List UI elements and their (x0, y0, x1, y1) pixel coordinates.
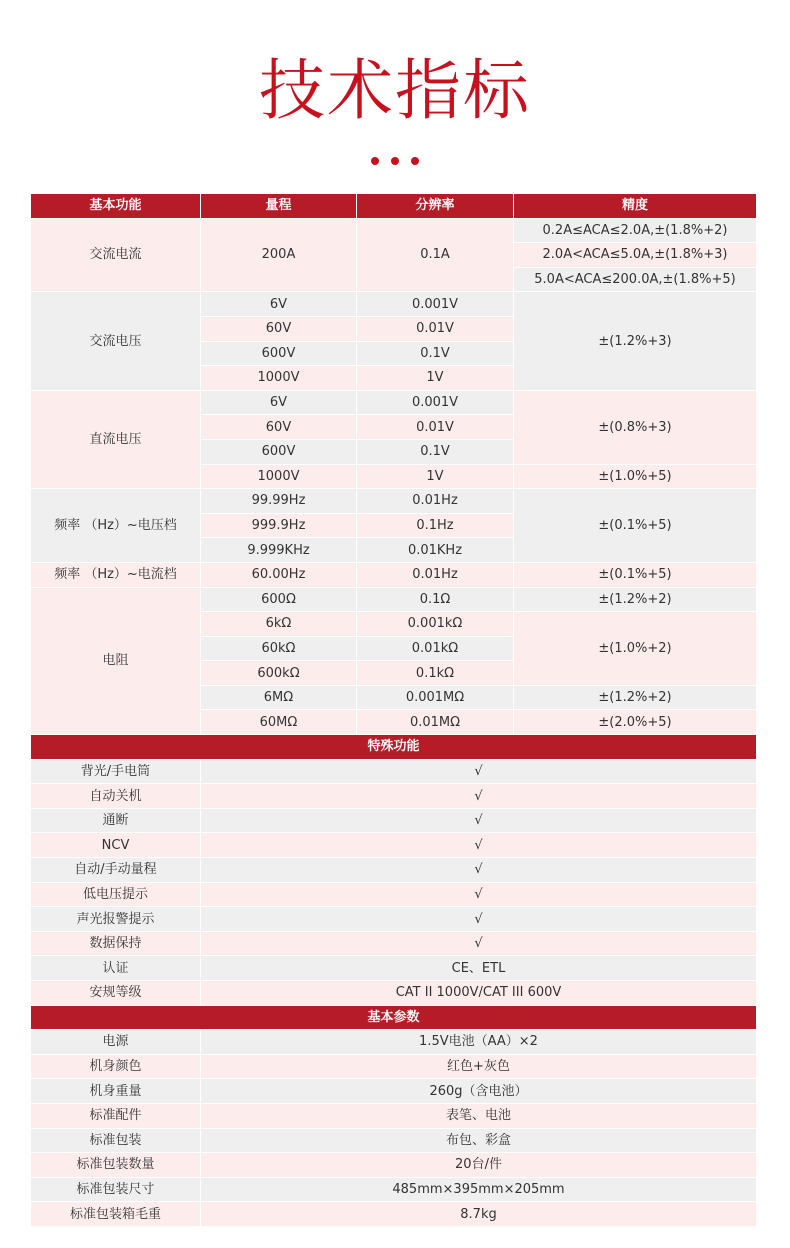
dot-decoration (391, 157, 399, 165)
table-row (31, 562, 757, 587)
range-cell: 1000V (201, 366, 357, 391)
section-title-basic: 基本参数 (31, 1005, 757, 1030)
feature-label: 数据保持 (31, 931, 201, 956)
section-title-special: 特殊功能 (31, 735, 757, 760)
feature-label: 自动/手动量程 (31, 858, 201, 883)
range-cell: 6MΩ (201, 685, 357, 710)
resolution-cell: 0.1kΩ (357, 661, 514, 686)
resolution-cell: 0.001V (357, 292, 514, 317)
feature-label: 声光报警提示 (31, 907, 201, 932)
resolution-cell: 1V (357, 366, 514, 391)
range-cell: 6V (201, 292, 357, 317)
param-value: 8.7kg (201, 1202, 757, 1227)
table-row (31, 981, 757, 1006)
resolution-cell: 0.001kΩ (357, 612, 514, 637)
resolution-cell: 0.1Hz (357, 513, 514, 538)
range-cell: 600Ω (201, 587, 357, 612)
range-cell: 999.9Hz (201, 513, 357, 538)
feature-label: 通断 (31, 808, 201, 833)
header-range: 量程 (201, 194, 357, 219)
dot-decoration (411, 157, 419, 165)
range-cell: 60MΩ (201, 710, 357, 735)
range-cell: 600V (201, 341, 357, 366)
function-name: 交流电流 (31, 218, 201, 292)
accuracy-cell: 5.0A<ACA≤200.0A,±(1.8%+5) (514, 267, 757, 292)
resolution-cell: 0.1Ω (357, 587, 514, 612)
accuracy-cell: ±(0.8%+3) (514, 390, 757, 464)
feature-value: √ (201, 931, 757, 956)
table-row (31, 759, 757, 784)
param-value: 20台/件 (201, 1153, 757, 1178)
range-cell: 200A (201, 218, 357, 292)
resolution-cell: 0.01Hz (357, 489, 514, 514)
feature-value: CAT II 1000V/CAT III 600V (201, 981, 757, 1006)
table-row (31, 784, 757, 809)
function-name: 电阻 (31, 587, 201, 735)
table-row (31, 1128, 757, 1153)
table-row (31, 956, 757, 981)
table-row (31, 1030, 757, 1055)
param-label: 标准包装数量 (31, 1153, 201, 1178)
resolution-cell: 0.1V (357, 439, 514, 464)
range-cell: 600kΩ (201, 661, 357, 686)
table-row (31, 1202, 757, 1227)
feature-value: √ (201, 833, 757, 858)
table-row (31, 1177, 757, 1202)
header-resolution: 分辨率 (357, 194, 514, 219)
page-title: 技术指标 (259, 52, 531, 129)
table-row (31, 390, 757, 415)
feature-value: CE、ETL (201, 956, 757, 981)
accuracy-cell: ±(1.2%+3) (514, 292, 757, 390)
range-cell: 6kΩ (201, 612, 357, 637)
feature-label: NCV (31, 833, 201, 858)
table-row (31, 218, 757, 243)
resolution-cell: 0.01Hz (357, 562, 514, 587)
resolution-cell: 0.1A (357, 218, 514, 292)
param-value: 红色+灰色 (201, 1054, 757, 1079)
header-function: 基本功能 (31, 194, 201, 219)
accuracy-cell: ±(1.0%+2) (514, 612, 757, 686)
resolution-cell: 0.001MΩ (357, 685, 514, 710)
function-name: 交流电压 (31, 292, 201, 390)
table-row (31, 292, 757, 317)
feature-value: √ (201, 882, 757, 907)
accuracy-cell: ±(0.1%+5) (514, 489, 757, 563)
feature-label: 自动关机 (31, 784, 201, 809)
title-dots (0, 150, 790, 169)
table-row (31, 882, 757, 907)
feature-label: 认证 (31, 956, 201, 981)
resolution-cell: 1V (357, 464, 514, 489)
feature-value: √ (201, 858, 757, 883)
range-cell: 1000V (201, 464, 357, 489)
resolution-cell: 0.001V (357, 390, 514, 415)
param-value: 1.5V电池（AA）×2 (201, 1030, 757, 1055)
feature-label: 背光/手电筒 (31, 759, 201, 784)
param-label: 标准配件 (31, 1103, 201, 1128)
accuracy-cell: ±(0.1%+5) (514, 562, 757, 587)
feature-value: √ (201, 907, 757, 932)
accuracy-cell: 2.0A<ACA≤5.0A,±(1.8%+3) (514, 243, 757, 268)
header-accuracy: 精度 (514, 194, 757, 219)
range-cell: 600V (201, 439, 357, 464)
spec-table (30, 193, 757, 1227)
function-name: 频率 （Hz）~电压档 (31, 489, 201, 563)
accuracy-cell: ±(1.2%+2) (514, 587, 757, 612)
table-row (31, 833, 757, 858)
param-label: 标准包装 (31, 1128, 201, 1153)
param-label: 标准包装箱毛重 (31, 1202, 201, 1227)
range-cell: 6V (201, 390, 357, 415)
param-value: 260g（含电池） (201, 1079, 757, 1104)
accuracy-cell: ±(2.0%+5) (514, 710, 757, 735)
param-label: 电源 (31, 1030, 201, 1055)
table-row (31, 1153, 757, 1178)
accuracy-cell: 0.2A≤ACA≤2.0A,±(1.8%+2) (514, 218, 757, 243)
resolution-cell: 0.01MΩ (357, 710, 514, 735)
feature-value: √ (201, 784, 757, 809)
table-row (31, 931, 757, 956)
function-name: 直流电压 (31, 390, 201, 488)
resolution-cell: 0.01V (357, 415, 514, 440)
param-label: 机身颜色 (31, 1054, 201, 1079)
range-cell: 9.999KHz (201, 538, 357, 563)
range-cell: 99.99Hz (201, 489, 357, 514)
resolution-cell: 0.01KHz (357, 538, 514, 563)
table-row (31, 1103, 757, 1128)
accuracy-cell: ±(1.2%+2) (514, 685, 757, 710)
range-cell: 60kΩ (201, 636, 357, 661)
range-cell: 60V (201, 316, 357, 341)
feature-label: 安规等级 (31, 981, 201, 1006)
param-value: 485mm×395mm×205mm (201, 1177, 757, 1202)
table-row (31, 489, 757, 514)
range-cell: 60V (201, 415, 357, 440)
table-row (31, 1054, 757, 1079)
param-label: 标准包装尺寸 (31, 1177, 201, 1202)
table-header-row (31, 194, 757, 219)
function-name: 频率 （Hz）~电流档 (31, 562, 201, 587)
table-row (31, 858, 757, 883)
table-row (31, 1079, 757, 1104)
feature-label: 低电压提示 (31, 882, 201, 907)
param-label: 机身重量 (31, 1079, 201, 1104)
table-row (31, 808, 757, 833)
feature-value: √ (201, 759, 757, 784)
table-row (31, 907, 757, 932)
param-value: 布包、彩盒 (201, 1128, 757, 1153)
range-cell: 60.00Hz (201, 562, 357, 587)
resolution-cell: 0.01kΩ (357, 636, 514, 661)
feature-value: √ (201, 808, 757, 833)
accuracy-cell: ±(1.0%+5) (514, 464, 757, 489)
table-row (31, 587, 757, 612)
section-header-row (31, 735, 757, 760)
section-header-row (31, 1005, 757, 1030)
dot-decoration (371, 157, 379, 165)
param-value: 表笔、电池 (201, 1103, 757, 1128)
resolution-cell: 0.01V (357, 316, 514, 341)
resolution-cell: 0.1V (357, 341, 514, 366)
